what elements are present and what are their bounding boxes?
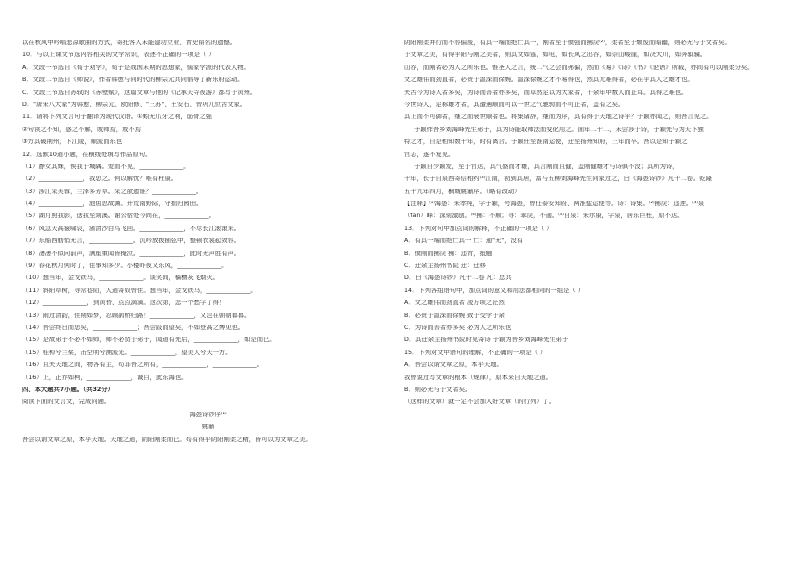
left-text-line: （4）______________，池鱼思故渊。开荒南野际，守拙归园田。 bbox=[22, 201, 203, 208]
right-text-line: 于文章之美，有得乎阳与刚之美者，则其文如霆，如电，如长风之出谷，如崇山峻崖，如决大川，如奔骐骥。 bbox=[404, 52, 707, 59]
right-text-line: 山谷，而刚者必为人之所乐也。惟圣人之言，统二气之会而弗偏，然而《易》《诗》《书》《论语》所载，亦间有可以刚柔分矣。 bbox=[404, 64, 754, 71]
right-text-line: （fan）峰：深刻激励。⁽⁴⁾拂：不顺；寻：乖戾，不通。⁽⁵⁾自泉：朱尔康，字泉，居东巨枉，原不达。 bbox=[404, 213, 684, 220]
left-text-line: （1）静女其姝，俟我于城隅。爱而不见，______________。 bbox=[22, 163, 190, 170]
left-text-line: 海愚诗钞序⁽¹⁾ bbox=[189, 411, 227, 418]
left-text-line: 12．选默10道小题，在横线处填写作品原句。 bbox=[22, 151, 152, 158]
left-text-line: ③方其破荆州，下江陵，顺流而东也 bbox=[22, 139, 123, 146]
left-text-line: （10）想当年，金戈铁马，______________。谈笑间，樯橹灰飞烟灭。 bbox=[22, 275, 219, 282]
left-text-line: （16）上，正乔如柯，______________，诚目，此东海也。 bbox=[22, 374, 188, 381]
right-text-line: 夫古今为诗人者多矣，为诗而善者亦多矣，而卓然足以为大家者，千余年中数人而止耳。其得之难也。 bbox=[404, 89, 688, 96]
right-text-line: C．为诗而善者亦多矣 必为人之所乐也 bbox=[404, 324, 512, 331]
left-text-line: （15）桂棹兮兰桨，击空明兮溯流光。______________，望美人兮天一方。 bbox=[22, 349, 232, 356]
right-text-line: 14．下列各组语句中，加点词的意义和用法都相同的一组是（ ） bbox=[404, 287, 585, 294]
left-text-line: 以在秋风中吟唱悲凉歌曲的方式，寄托客人未能建功立业、青史留名的遗憾。 bbox=[22, 40, 237, 46]
left-text-line: （12）______________，到黄昏、点点滴滴。这次第，怎一个愁字了得！ bbox=[22, 300, 226, 307]
right-text-line: 子颖作吾乡刘海峰先生弟子，其为诗能取师法而变化用之。面年二十二，未尝涉于诗，子颖先与为天下独 bbox=[414, 126, 704, 133]
left-text-line: （2）______________，我思之。何以解忧？唯有杜康。 bbox=[22, 176, 178, 183]
left-text-line: （6）风急天高猿啸哀，渚清沙白鸟飞回。______________，不尽长江滚滚来。 bbox=[22, 225, 241, 232]
left-text-line: （9）春花秋月何时了，往事知多少。小楼昨夜又东风，______________。 bbox=[22, 263, 228, 270]
right-text-line: D．曰《海愚诗钞》凡十二卷 凡：总共 bbox=[404, 275, 512, 282]
left-text-line: （8）凄凄不似向前声，满座重闻皆掩泣。______________，此时无声胜有声。 bbox=[22, 250, 241, 257]
right-text-line: D．其迁余主扬州书院时见寄诗 子颖为吾乡刘海峰先生弟子 bbox=[404, 337, 569, 344]
right-text-line: 13．下列对句中加点词的解释，不正确的一项是（ ） bbox=[404, 225, 553, 232]
left-text-line: 姚鼐 bbox=[201, 424, 215, 431]
left-text-line: A．文段一节选自《荀子劝学》，荀子是战国末期的思想家，儒家学派的代表人物。 bbox=[22, 64, 250, 71]
left-column bbox=[22, 40, 394, 449]
right-text-line: B．必贵于温深而徐婉 致于受学于余 bbox=[404, 312, 505, 319]
right-text-line: B．则必无与于文者矣。 bbox=[404, 386, 472, 393]
left-text-line: C．文段三节选自苏轼的《赤壁赋》，这篇文章与他的《记承天寺夜游》都写于黄州。 bbox=[22, 89, 257, 96]
left-text-line: 四、本大题共7小题。（共32分） bbox=[22, 386, 114, 393]
left-text-line: 吾尝以谓文章之原，本乎天地。天地之道，阴阳刚柔而已。苟有得乎阴阳刚柔之精，皆可以为文章之美。 bbox=[22, 436, 312, 443]
left-text-line: 10．与以上课文节选内容相关的文学常识，表述不正确的一项是（ ） bbox=[22, 52, 215, 59]
right-text-line: 其上而不可御者，继之而衰世顺者也。将集诸辞，继而为序，其有得于天地之诗乎？子颖亦闻之，则吾言见之。 bbox=[404, 114, 713, 121]
left-text-line: D．"唐宋八大家"为韩愈、柳宗元、欧阳修、"三苏"、王安石、曾巩几位古文家。 bbox=[22, 101, 247, 108]
right-text-line: （这样的文章）就一定不会加入好文章（的行列）了。 bbox=[404, 399, 556, 406]
left-text-line: B．文段二节选自《师说》，作者韩愈与同时代的柳宗元共同倡导了新乐府运动。 bbox=[22, 77, 244, 84]
right-text-line: 特之才，自是相知数十年，时有离合。子颖仕至淮南运使，迁至扬州知府，三年而卒。吾以是知子颖之 bbox=[404, 139, 688, 146]
right-text-line: 文之雄伟而劲直者，必贵于温深而徐婉。温深徐婉之才不易得也，然其尤难得者，必在乎其人之雄才也。 bbox=[404, 77, 694, 84]
left-text-line: （5）湖月照我影，送我至剡溪。谢公宿处今尚在，______________。 bbox=[22, 213, 215, 220]
right-text-line: 我曾说过写文章的根本（规律），原本来自天地之道。 bbox=[404, 374, 552, 381]
right-text-line: 官志，遂不复见。 bbox=[404, 151, 455, 158]
left-text-line: （7）东船西舫悄无言，______________。沉吟放拨插弦中，整顿衣裳起敛容。 bbox=[22, 238, 241, 245]
right-text-line: A．有其一端而绝亡其一 亡：通"无"，没有 bbox=[404, 238, 524, 245]
left-text-line: （14）吾尝终日而思矣，______________；吾尝跂而望矣，不如登高之博见也。 bbox=[22, 324, 245, 331]
left-text-line: ②句读之不知，惑之不解，或师焉，或不焉 bbox=[22, 126, 141, 133]
right-text-line: 十年，长子自泉西寄信相约⁽³⁾江南，初到其居，富与五柳刘海峰先生同家过之，曰《海愚诗钞》凡十二卷。乾隆 bbox=[404, 176, 712, 183]
right-text-line: B．偾刚而拂戾 拂：违背，抵触 bbox=[404, 250, 493, 257]
left-text-line: 阅读下面的文言文，完成问题。 bbox=[22, 399, 111, 406]
right-text-line: 15．下列对文中语句的理解，不正确的一项是（ ） bbox=[404, 349, 547, 356]
left-text-line: 11．请将下列文言句子翻译为现代汉语。①蚓无爪牙之利，筋骨之强 bbox=[22, 114, 212, 121]
right-text-line: 子颖自少颖发，至于官达，其气盛而才雄，其言刚而且健，盖刚健雄才与诗俱不没；其所为诗， bbox=[414, 163, 679, 170]
right-text-line: 五十九年四月，桐城姚鼐序。（略有改动） bbox=[404, 188, 521, 195]
right-text-line: A．吾尝以谓文章之原，本乎天地。 bbox=[404, 362, 503, 369]
left-text-line: （15）是故弟子不必不如师，师不必贤于弟子，闻道有先后，______________，如是而已。 bbox=[22, 337, 276, 344]
left-text-line: （11）斜阳草树，寻常巷陌，人道寄奴曾住。想当年，金戈铁马，______________。 bbox=[22, 287, 257, 294]
left-text-line: （16）且夫天地之间，物各有主，苟非吾之所有，______________，______________。 bbox=[22, 362, 263, 369]
right-text-line: 阴阳刚柔并行而不容偏废，有其一端而绝亡其一，刚者至于偾强而拂戾⁽²⁾，柔者至于颓废而暗幽，则必无与于文者矣。 bbox=[404, 40, 731, 46]
right-column bbox=[404, 40, 776, 412]
right-text-line: C．迁余主扬州书院 迁：迁移 bbox=[404, 263, 486, 270]
right-text-line: A．文之雄伟而劲直者 凌万顷之茫然 bbox=[404, 300, 505, 307]
left-text-line: （13）雨过清韵，住期如梦，忍顾鹊桥归路！______________，又岂在朝朝暮暮。 bbox=[22, 312, 251, 319]
right-text-line: 今世诗人，足称雄才者，其遭遇顺而可以一世之气驰骋而不可止者，盖有之矣。 bbox=[404, 101, 625, 108]
left-text-line: （3）涉江采芙蓉，兰泽多芳草。采之欲遗谁？______________。 bbox=[22, 188, 203, 195]
right-text-line: 【注释】⁽¹⁾海愚：朱孝纯，字子颖，号海愚，曾任泰安知府、两淮盐运使等。诗：诗集。⁽²⁾拂戾：违逆。⁽³⁾泉 bbox=[404, 201, 705, 208]
